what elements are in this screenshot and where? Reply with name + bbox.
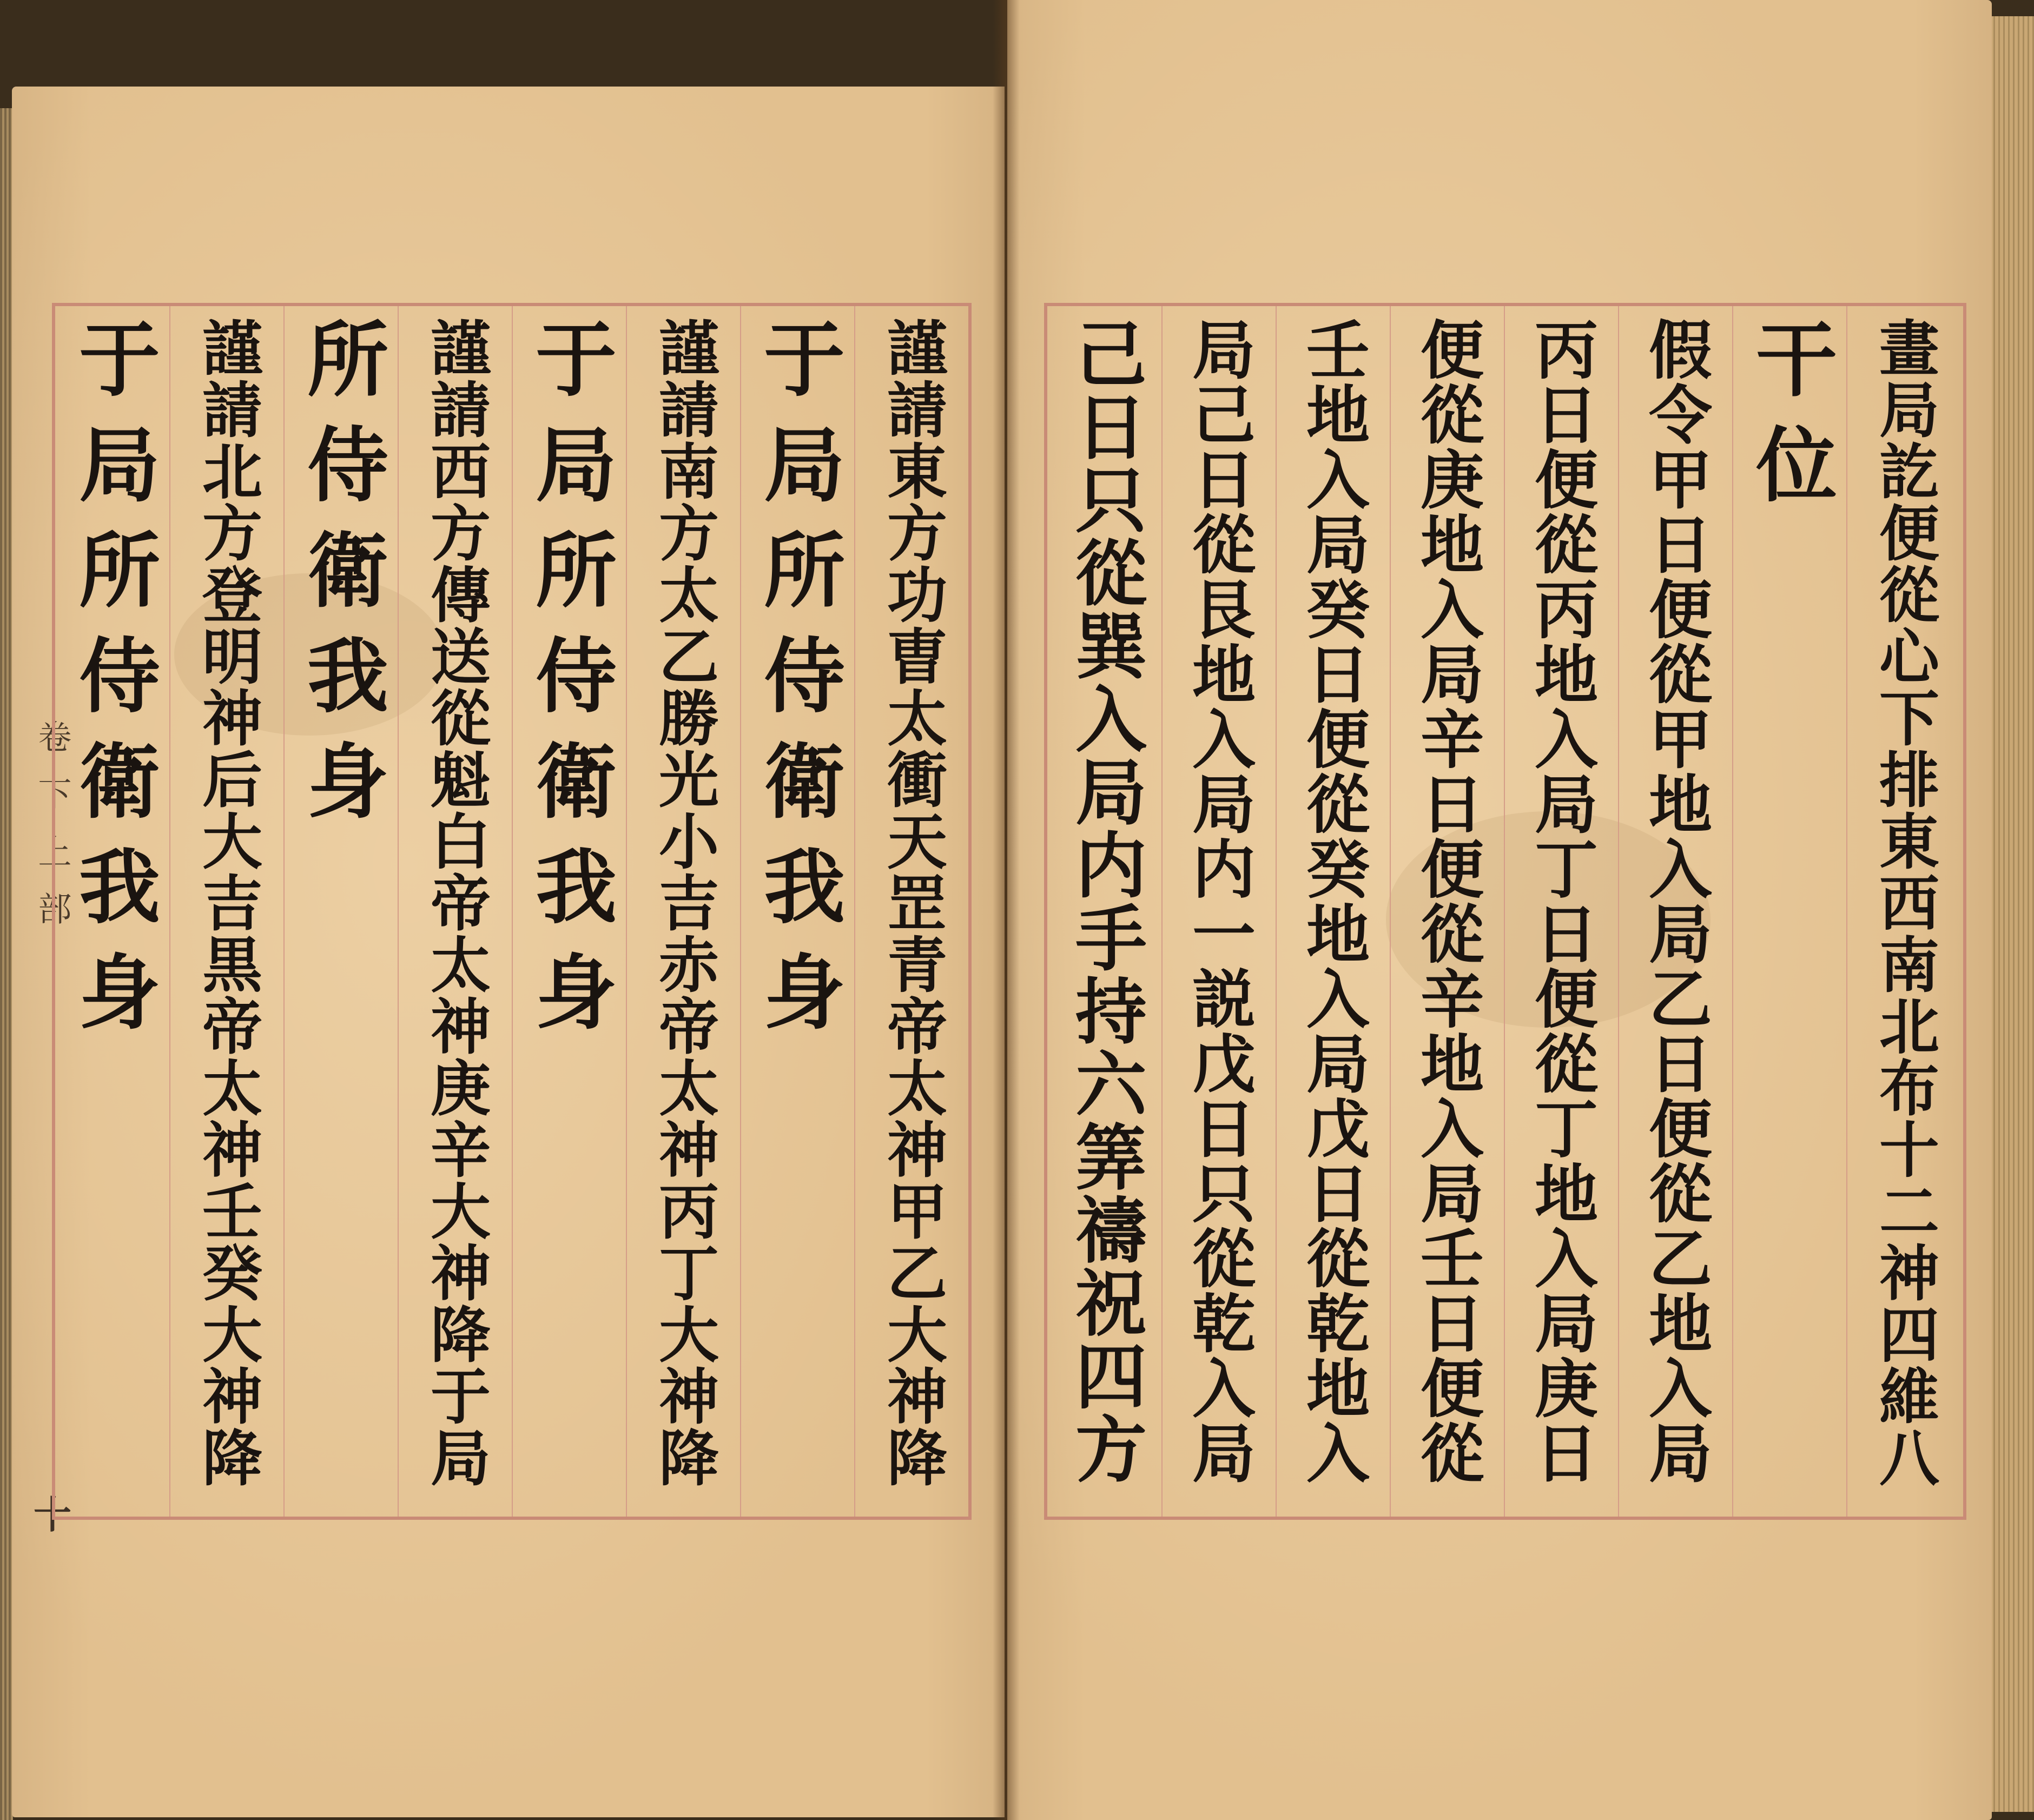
text-column xyxy=(1165,306,1273,1517)
margin-label: 卷下上部 xyxy=(32,719,72,949)
column-rule xyxy=(1618,306,1619,1517)
text-column xyxy=(743,306,851,1517)
column-text: 便從庚地入局辛日便從辛地入局壬日便從 xyxy=(1410,317,1485,1485)
text-column xyxy=(1850,306,1958,1517)
column-rule xyxy=(512,306,513,1517)
text-column xyxy=(58,306,167,1517)
column-rule xyxy=(626,306,627,1517)
text-column xyxy=(515,306,623,1517)
column-rule xyxy=(398,306,399,1517)
text-column xyxy=(173,306,281,1517)
column-text: 丙日便從丙地入局丁日便從丁地入局庚日 xyxy=(1524,317,1599,1485)
left-text-frame xyxy=(52,303,972,1520)
column-rule xyxy=(1161,306,1163,1517)
column-text: 謹請南方太乙勝光小吉赤帝太神丙丁大神降 xyxy=(648,317,719,1488)
right-page-edges xyxy=(1985,16,2034,1812)
text-column xyxy=(287,306,395,1517)
text-column xyxy=(857,306,966,1517)
column-text: 于局所侍衛我身 xyxy=(521,317,617,1055)
folio-number: 十 xyxy=(34,1492,71,1537)
column-rule xyxy=(1846,306,1847,1517)
column-text: 于局所侍衛我身 xyxy=(750,317,845,1055)
book-gutter xyxy=(993,0,1020,1820)
column-rule xyxy=(1732,306,1733,1517)
text-column xyxy=(1621,306,1729,1517)
column-text: 謹請西方傳送從魁白帝太神庚辛大神降于局 xyxy=(420,317,491,1488)
column-rule xyxy=(740,306,741,1517)
column-rule xyxy=(1504,306,1505,1517)
column-rule xyxy=(1390,306,1391,1517)
column-rule xyxy=(169,306,170,1517)
column-text: 局己日從艮地入局内一説戊日只從乾入局 xyxy=(1181,317,1257,1485)
text-column xyxy=(629,306,737,1517)
right-text-frame xyxy=(1044,303,1966,1520)
text-column xyxy=(1051,306,1159,1517)
column-text: 干位 xyxy=(1742,317,1837,528)
text-column xyxy=(1279,306,1387,1517)
text-column xyxy=(1393,306,1501,1517)
column-text: 畫局訖便從心下排東西南北布十二神四維八 xyxy=(1868,317,1939,1488)
column-text: 謹請北方登明神后大吉黒帝太神壬癸大神降 xyxy=(191,317,262,1488)
column-text: 謹請東方功曺太衝天罡青帝太神甲乙大神降 xyxy=(876,317,947,1488)
left-page-edges xyxy=(0,108,13,1820)
column-rule xyxy=(1276,306,1277,1517)
column-text: 假令甲日便從甲地入局乙日便從乙地入局 xyxy=(1638,317,1713,1485)
text-column xyxy=(1507,306,1615,1517)
text-column xyxy=(1735,306,1844,1517)
column-text: 所侍衛我身 xyxy=(293,317,388,844)
column-rule xyxy=(854,306,855,1517)
column-text: 壬地入局癸日便從癸地入局戊日從乾地入 xyxy=(1296,317,1371,1485)
text-column xyxy=(401,306,509,1517)
column-rule xyxy=(283,306,285,1517)
column-text: 己日只從巽入局内手持六筭禱祝四方 xyxy=(1063,317,1147,1485)
column-text: 于局所侍衛我身 xyxy=(65,317,160,1055)
